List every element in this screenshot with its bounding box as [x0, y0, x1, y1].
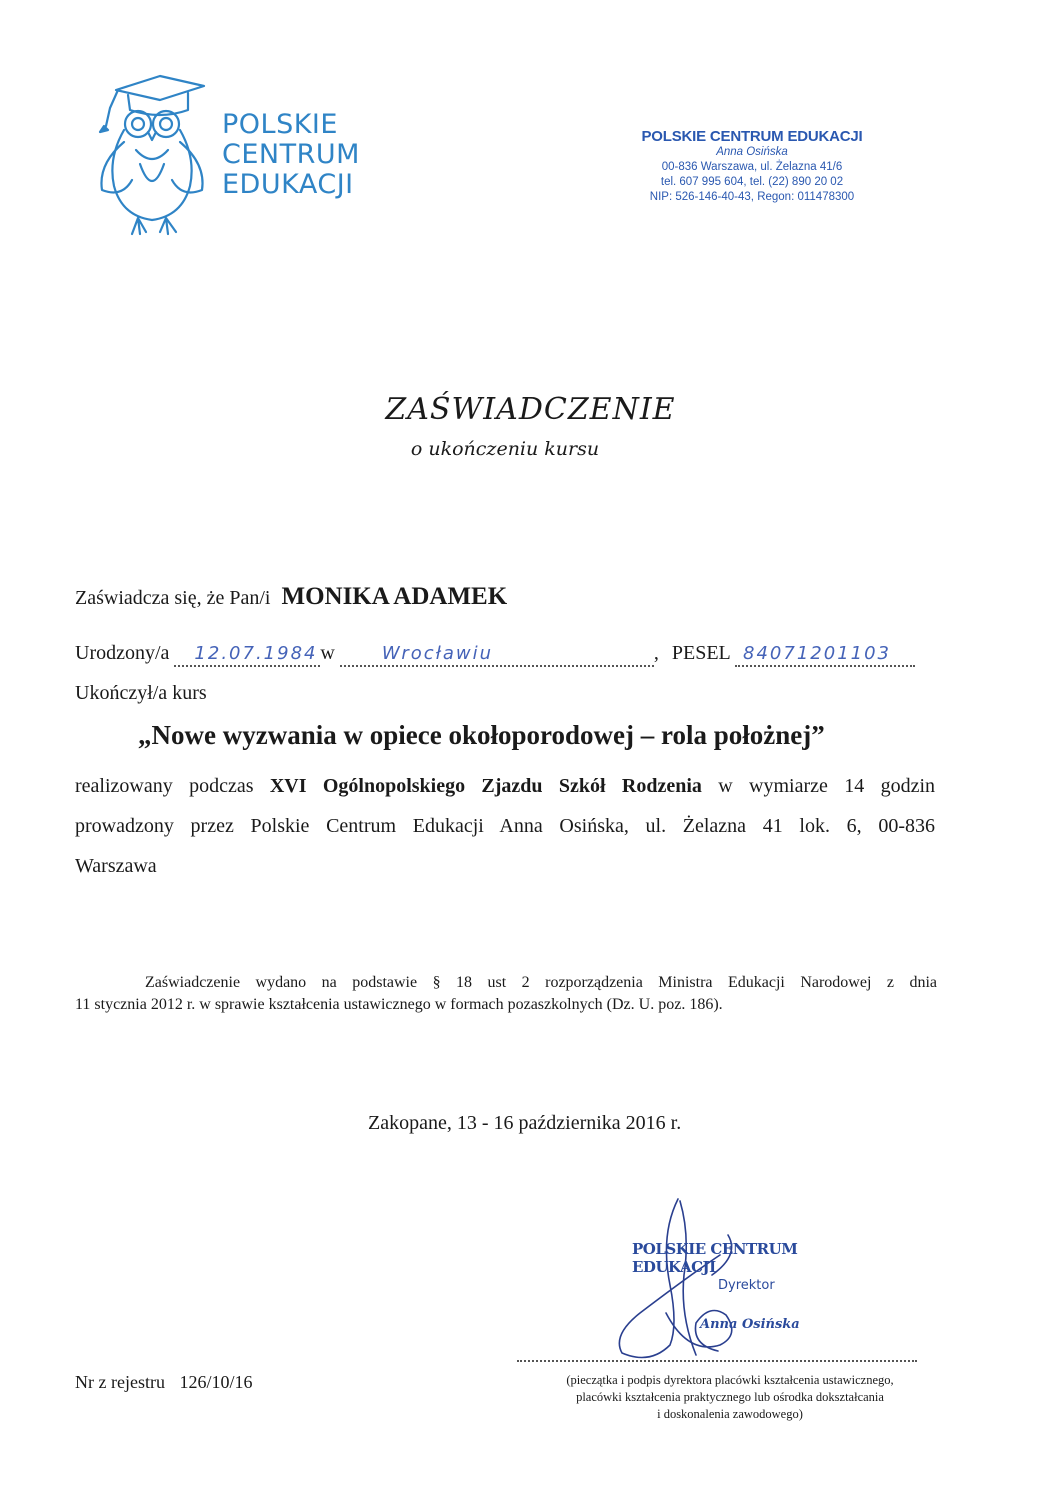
signature-stamp-role: Dyrektor — [718, 1278, 775, 1293]
signature-stamp — [632, 1240, 882, 1332]
registry-number: 126/10/16 — [179, 1372, 253, 1392]
pesel-field — [735, 642, 915, 667]
logo-text — [222, 110, 360, 200]
born-place: Wrocławiu — [381, 643, 493, 664]
header-stamp-phones: tel. 607 995 604, tel. (22) 890 20 02 — [660, 176, 844, 188]
born-date: 12.07.1984 — [194, 643, 318, 664]
header-stamp-address: 00-836 Warszawa, ul. Żelazna 41/6 — [661, 161, 843, 173]
course-desc-part-b: w wymiarze 14 godzin — [701, 775, 936, 797]
legal-line-2: 11 stycznia 2012 r. w sprawie kształcenia ustawicznego w formach pozaszkolnych (Dz. U. poz. 186). — [75, 996, 723, 1013]
recipient-line — [75, 583, 507, 611]
logo-line-3: EDUKACJI — [222, 169, 354, 200]
course-description — [75, 766, 935, 886]
registry — [75, 1372, 252, 1393]
signature-caption-line-2: placówki kształcenia praktycznego lub ośrodka dokształcania — [576, 1390, 884, 1404]
signature-stamp-person: Anna Osińska — [700, 1317, 800, 1332]
course-title: „Nowe wyzwania w opiece okołoporodowej – rola położnej” — [138, 720, 825, 750]
signature-caption-line-3: i doskonalenia zawodowego) — [657, 1407, 803, 1421]
completed-label: Ukończył/a kurs — [75, 682, 207, 704]
course-desc-part-a: realizowany podczas — [75, 775, 270, 797]
logo-owl-icon — [88, 68, 208, 238]
born-place-field — [340, 642, 654, 667]
signature-dotted-line — [517, 1360, 917, 1362]
document-subtitle: o ukończeniu kursu — [410, 438, 600, 460]
pesel-value: 84071201103 — [743, 643, 892, 664]
course-desc-event: XVI Ogólnopolskiego Zjazdu Szkół Rodzenia — [269, 775, 702, 797]
header-stamp — [620, 128, 884, 205]
course-description-line-3: Warszawa — [75, 855, 157, 877]
born-in-label: w — [320, 642, 335, 664]
course-description-line-2: prowadzony przez Polskie Centrum Edukacji Anna Osińska, ul. Żelazna 41 lok. 6, 00-836 — [75, 815, 935, 837]
born-date-field — [174, 642, 320, 667]
pesel-label: PESEL — [671, 642, 731, 664]
registry-label: Nr z rejestru — [75, 1372, 165, 1392]
logo-line-1: POLSKIE — [222, 109, 338, 140]
header-stamp-name: POLSKIE CENTRUM EDUKACJI — [641, 128, 863, 145]
birth-line: Urodzony/a 12.07.1984 w Wrocławiu , PESEL 84071201103 — [75, 642, 945, 667]
document-title: ZAŚWIADCZENIE — [385, 392, 676, 427]
signature-caption — [520, 1372, 940, 1423]
born-label: Urodzony/a — [75, 642, 170, 664]
header-stamp-person: Anna Osińska — [716, 146, 788, 158]
place-date: Zakopane, 13 - 16 października 2016 r. — [368, 1112, 682, 1134]
legal-line-1: Zaświadczenie wydano na podstawie § 18 ust 2 rozporządzenia Ministra Edukacji Narodowej z dnia — [145, 974, 937, 991]
header-stamp-ids: NIP: 526-146-40-43, Regon: 011478300 — [649, 191, 855, 203]
signature-caption-line-1: (pieczątka i podpis dyrektora placówki kształcenia ustawicznego, — [566, 1373, 894, 1387]
logo-line-2: CENTRUM — [222, 139, 360, 170]
course-description-line-1 — [75, 766, 935, 806]
recipient-name: MONIKA ADAMEK — [281, 583, 508, 610]
recipient-intro: Zaświadcza się, że Pan/i — [75, 587, 271, 609]
legal-basis — [75, 972, 937, 1016]
signature-stamp-name: POLSKIE CENTRUM EDUKACJI — [632, 1240, 798, 1276]
